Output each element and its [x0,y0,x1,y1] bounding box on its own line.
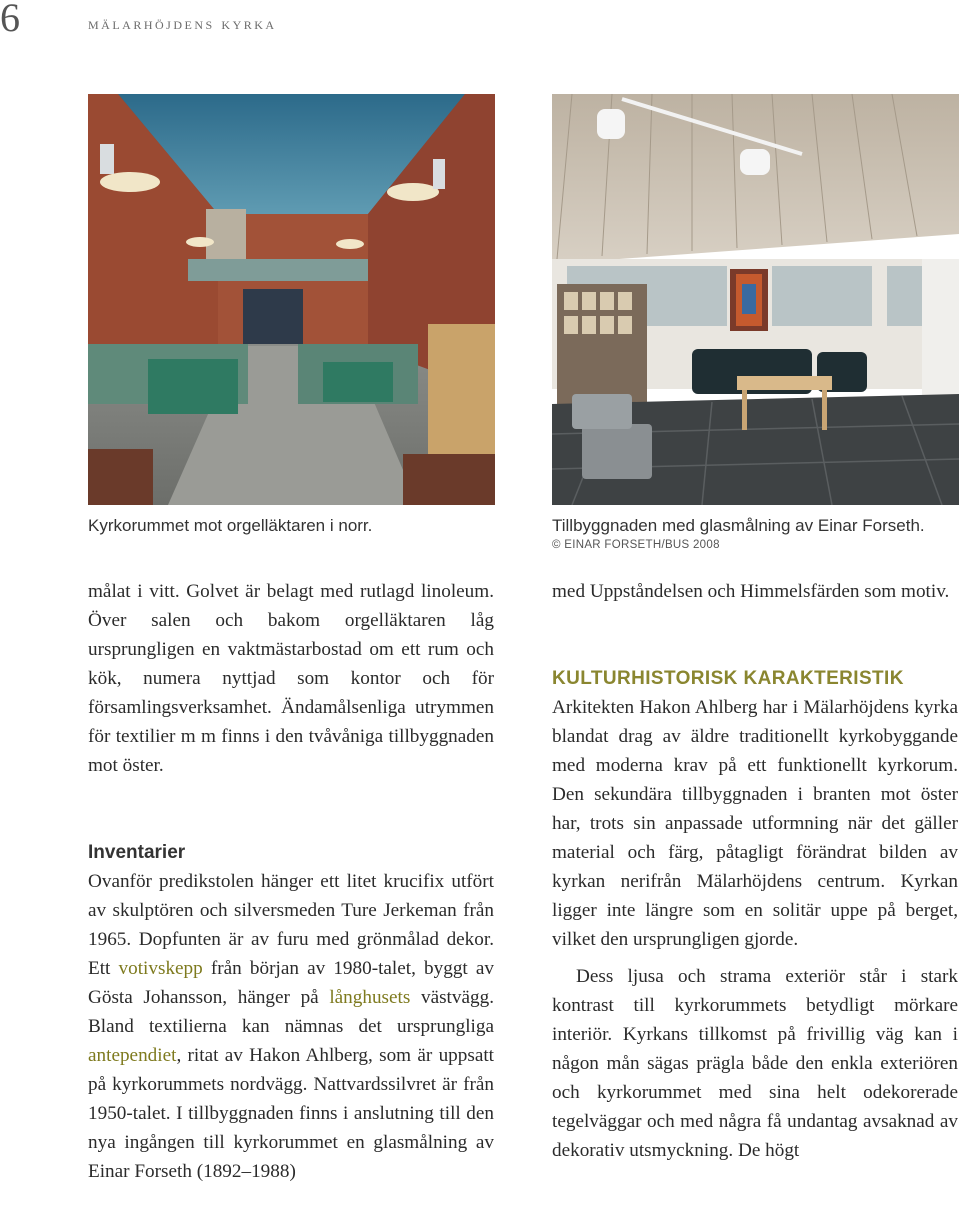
body-paragraph-inventarier: Ovanför predikstolen hänger ett litet krucifix utfört av skulptören och silversmeden Ture Jerkeman från 1965. Dopfunten är av furu med grönmålad dekor. Ett votivskepp från början av 1980-talet, byggt av Gösta Johansson, hänger på långhusets västvägg. Bland textilierna kan nämnas det ursprungliga antependiet, ritat av Hakon Ahlberg, som är uppsatt på kyrkorummets nordvägg. Nattvardssilvret är från 1950-talet. I tillbyggnaden finns i anslutning till den nya ingången till kyrkorummet en glasmålning av Einar Forseth (1892–1988) [88,871,495,1182]
body-paragraph: målat i vitt. Golvet är belagt med rutlagd linoleum. Över salen och bakom orgelläktaren låg ursprungligen en vaktmästarbostad om ett rum och kök, numera nyttjad som kontor och för församlingsverksamhet. Ändamålsenliga utrymmen för textilier m m finns i den tvåvåniga tillbyggnaden mot öster. [88,581,494,776]
figure-caption-right: Tillbyggnaden med glasmålning av Einar Forseth. [552,516,925,535]
photo-extension-room [552,94,959,505]
body-paragraph: Dess ljusa och strama exteriör står i stark kontrast till kyrkorummets betydligt mörkare interiör. Kyrkans tillkomst på frivillig väg kan i någon mån sägas prägla både den enkla exteriören och kyrkorummet med sina helt odekorerade tegelväggar och med några få undantag avsaknad av dekorativ utsmyckning. De högt [552,966,958,1161]
link-antependiet[interactable]: antependiet [88,1045,177,1066]
section-heading: KULTURHISTORISK KARAKTERISTIK [552,668,904,689]
right-text-column [552,577,958,1165]
link-langhusets[interactable]: långhusets [329,987,411,1008]
photo-church-interior [88,94,495,505]
page-number: 6 [0,0,20,40]
subheading-inventarier: Inventarier [88,842,186,863]
link-votivskepp[interactable]: votivskepp [118,958,203,979]
left-text-column [88,577,494,1186]
figure-caption-left: Kyrkorummet mot orgelläktaren i norr. [88,516,373,535]
body-paragraph: Arkitekten Hakon Ahlberg har i Mälarhöjdens kyrka blandat drag av äldre traditionellt kyrkobyggande med moderna krav på ett funktionellt kyrkorum. Den sekundära tillbyggnaden i branten mot öster har, trots sin anpassade utformning när det gäller material och färg, påtagligt förändrat bilden av kyrkan nerifrån Mälarhöjdens centrum. Kyrkan ligger inte längre som en solitär uppe på berget, vilket den ursprungligen gjorde. [552,697,958,950]
photo-credit: © EINAR FORSETH/BUS 2008 [552,539,720,551]
body-paragraph: med Uppståndelsen och Himmelsfärden som motiv. [552,581,950,602]
running-title: mälarhöjdens kyrka [88,14,277,33]
